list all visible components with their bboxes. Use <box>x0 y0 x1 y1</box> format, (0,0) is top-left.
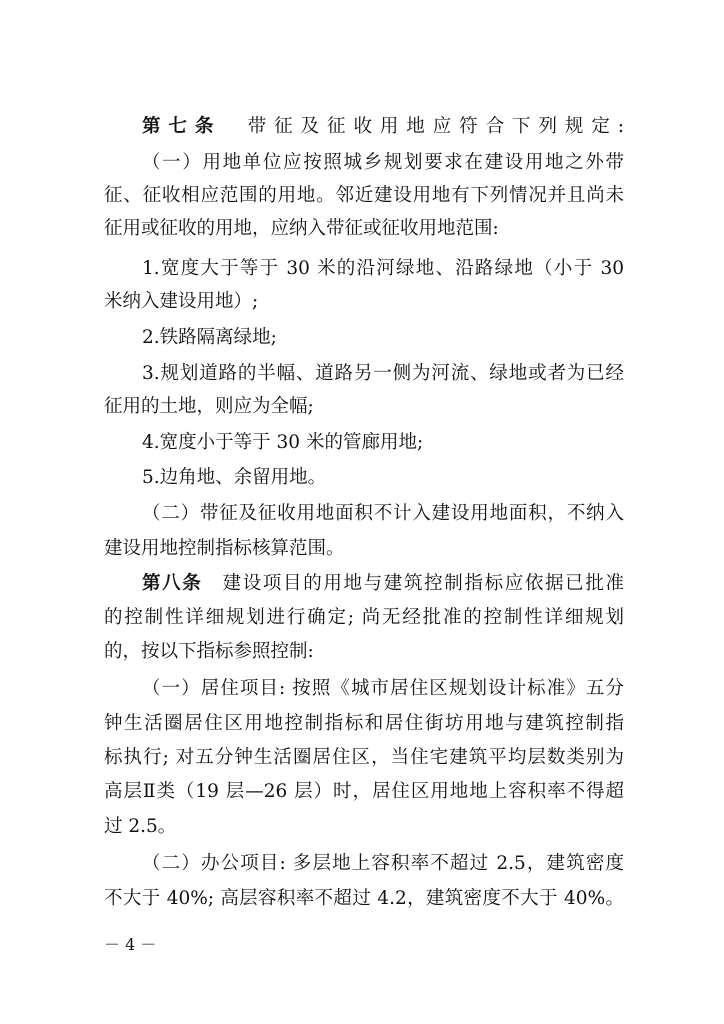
text-line: 米纳入建设用地）; <box>104 291 259 312</box>
text-line: 征用的土地，则应为全幅; <box>104 396 314 417</box>
text-line: （二）办公项目: 多层地上容积率不超过 2.5，建筑密度 <box>142 853 624 874</box>
article-8-heading <box>142 571 624 597</box>
text-line: 5.边角地、余留用地。 <box>142 467 327 488</box>
article-7-heading <box>142 114 624 140</box>
text-line: 4.宽度小于等于 30 米的管廊用地; <box>142 432 424 453</box>
article-number: 第七条 <box>142 116 222 137</box>
text-line: 标执行; 对五分钟生活圈居住区，当住宅建筑平均层数类别为 <box>104 747 624 768</box>
text-line: 高层Ⅱ类（19 层—26 层）时，居住区用地地上容积率不得超 <box>104 781 624 802</box>
text-line: 建设项目的用地与建筑控制指标应依据已批准 <box>202 573 624 594</box>
text-line: 征用或征收的用地，应纳入带征或征收用地范围: <box>104 218 499 239</box>
text-line: （二）带征及征收用地面积不计入建设用地面积，不纳入 <box>142 503 624 524</box>
text-line: 征、征收相应范围的用地。邻近建设用地有下列情况并且尚未 <box>104 185 624 206</box>
text-line: 的，按以下指标参照控制: <box>104 641 314 662</box>
page-number: － 4 － <box>104 935 157 954</box>
text-line: 3.规划道路的半幅、道路另一侧为河流、绿地或者为已经 <box>142 363 624 384</box>
text-line: 的控制性详细规划进行确定; 尚无经批准的控制性详细规划 <box>104 607 624 628</box>
text-line: 2.铁路隔离绿地; <box>142 327 277 348</box>
text-line: 钟生活圈居住区用地控制指标和居住街坊用地与建筑控制指 <box>104 713 624 734</box>
text-line: 建设用地控制指标核算范围。 <box>104 538 345 559</box>
article-number: 第八条 <box>142 573 203 594</box>
text-line: （一）居住项目: 按照《城市居住区规划设计标准》五分 <box>142 678 624 699</box>
text-line: 过 2.5。 <box>104 816 177 837</box>
text-line: 不大于 40%; 高层容积率不超过 4.2，建筑密度不大于 40%。 <box>104 888 624 909</box>
text-line: 带征及征收用地应符合下列规定: <box>221 116 624 137</box>
text-line: （一）用地单位应按照城乡规划要求在建设用地之外带 <box>142 152 624 173</box>
text-line: 1.宽度大于等于 30 米的沿河绿地、沿路绿地（小于 30 <box>142 258 624 279</box>
